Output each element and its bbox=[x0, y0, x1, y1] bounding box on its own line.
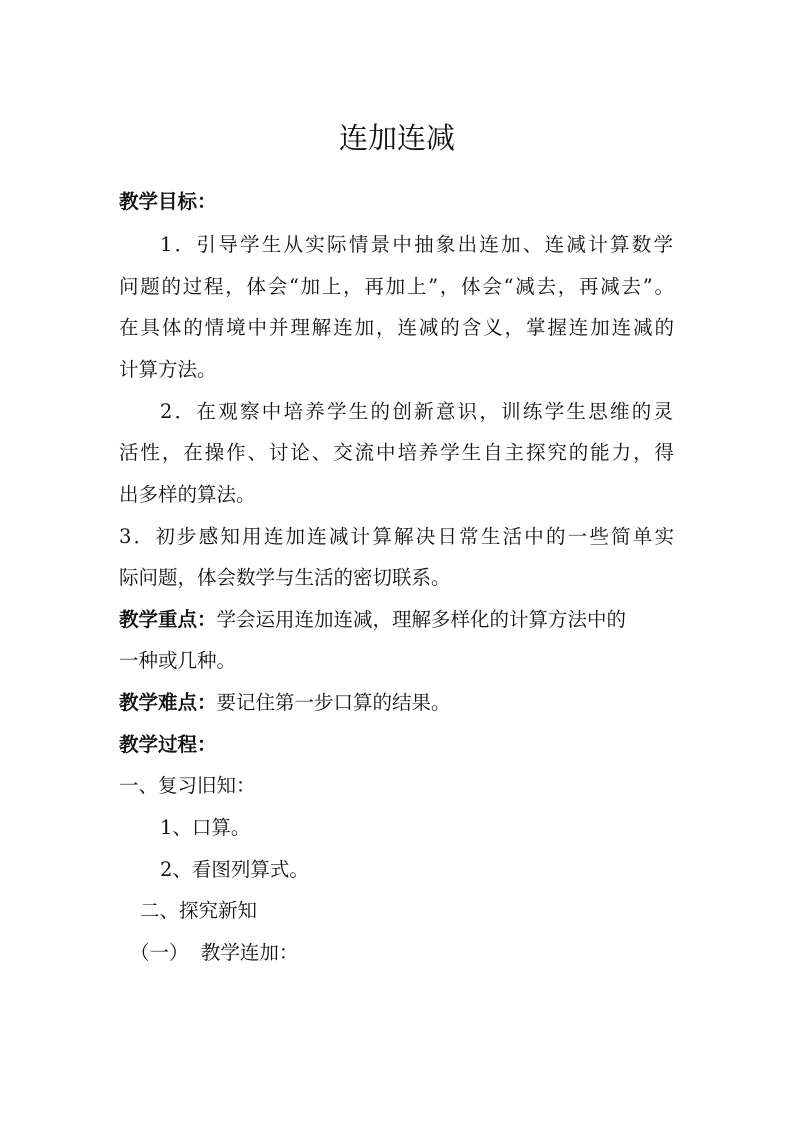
subsection-1-heading: （一） 教学连加： bbox=[130, 941, 299, 964]
key-point-label: 教学重点： bbox=[119, 608, 217, 631]
objective-2-line-1: 2．在观察中培养学生的创新意识，训练学生思维的灵 bbox=[160, 400, 673, 423]
section-2-heading: 二、探究新知 bbox=[140, 899, 258, 922]
difficulty-label: 教学难点： bbox=[119, 691, 217, 714]
section-1-item-2: 2、看图列算式。 bbox=[160, 858, 309, 881]
document-title: 连加连减 bbox=[338, 121, 455, 155]
difficulty-text: 要记住第一步口算的结果。 bbox=[216, 691, 451, 714]
objective-1-line-2: 问题的过程，体会“加上，再加上”，体会“减去，再减去”。 bbox=[119, 275, 674, 298]
objective-2-line-2: 活性，在操作、讨论、交流中培养学生自主探究的能力，得 bbox=[119, 441, 674, 464]
objective-2-line-3: 出多样的算法。 bbox=[119, 483, 256, 506]
objective-3-line-1: 3．初步感知用连加连减计算解决日常生活中的一些简单实 bbox=[119, 525, 674, 548]
process-heading: 教学过程： bbox=[119, 733, 217, 756]
key-point-line-1 bbox=[119, 605, 679, 635]
key-point-text: 学会运用连加连减，理解多样化的计算方法中的 bbox=[216, 608, 627, 631]
key-point-line-2: 一种或几种。 bbox=[119, 649, 237, 672]
objective-3-line-2: 际问题，体会数学与生活的密切联系。 bbox=[119, 566, 451, 589]
objectives-heading: 教学目标： bbox=[119, 190, 217, 213]
objective-1-line-1: 1．引导学生从实际情景中抽象出连加、连减计算数学 bbox=[160, 233, 673, 256]
objective-1-line-4: 计算方法。 bbox=[119, 358, 217, 381]
difficulty-line bbox=[119, 688, 679, 718]
section-1-item-1: 1、口算。 bbox=[160, 816, 251, 839]
objective-1-line-3: 在具体的情境中并理解连加，连减的含义，掌握连加连减的 bbox=[119, 316, 674, 339]
section-1-heading: 一、复习旧知： bbox=[119, 774, 256, 797]
